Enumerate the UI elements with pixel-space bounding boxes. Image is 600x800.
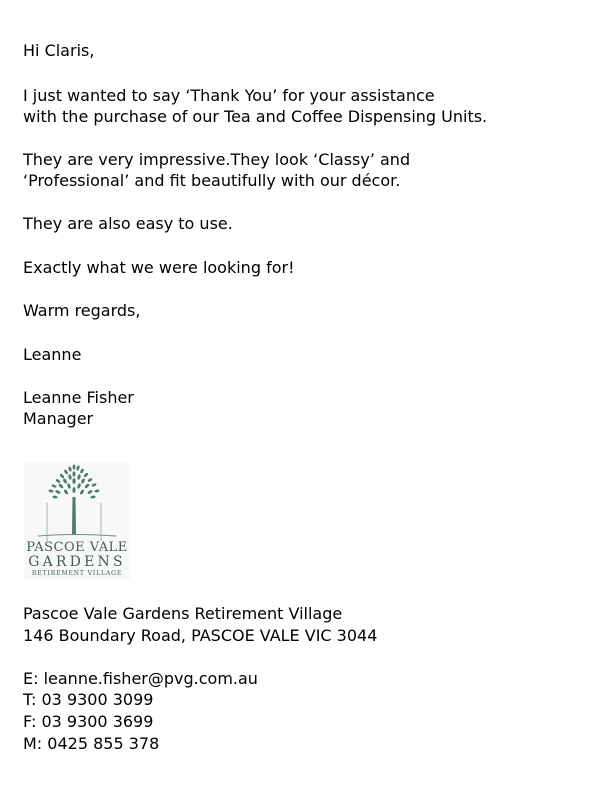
paragraph-1-line-2: with the purchase of our Tea and Coffee Dispensing Units. <box>23 107 488 126</box>
signature-title: Manager <box>23 409 94 428</box>
tree-icon <box>24 463 130 543</box>
fax: F: 03 9300 3699 <box>23 712 154 731</box>
pascoe-vale-gardens-logo <box>24 463 130 579</box>
paragraph-2-line-1: They are very impressive.They look ‘Classy’ and <box>23 150 411 169</box>
paragraph-4: Exactly what we were looking for! <box>23 258 295 277</box>
logo-text-line-1: PASCOE VALE <box>26 540 128 555</box>
logo-text-line-2: GARDENS <box>28 554 126 570</box>
signature-first-name: Leanne <box>23 345 82 364</box>
paragraph-1-line-1: I just wanted to say ‘Thank You’ for your assistance <box>23 86 435 105</box>
greeting: Hi Claris, <box>23 41 95 60</box>
paragraph-2-line-2: ‘Professional’ and fit beautifully with our décor. <box>23 171 401 190</box>
phone: T: 03 9300 3099 <box>23 690 154 709</box>
email[interactable]: E: leanne.fisher@pvg.com.au <box>23 669 258 688</box>
paragraph-3: They are also easy to use. <box>23 214 233 233</box>
mobile: M: 0425 855 378 <box>23 734 160 753</box>
address: 146 Boundary Road, PASCOE VALE VIC 3044 <box>23 626 378 645</box>
signature-full-name: Leanne Fisher <box>23 388 134 407</box>
logo-text-line-3: RETIREMENT VILLAGE <box>31 570 123 577</box>
organisation-name: Pascoe Vale Gardens Retirement Village <box>23 604 343 623</box>
closing: Warm regards, <box>23 301 141 320</box>
